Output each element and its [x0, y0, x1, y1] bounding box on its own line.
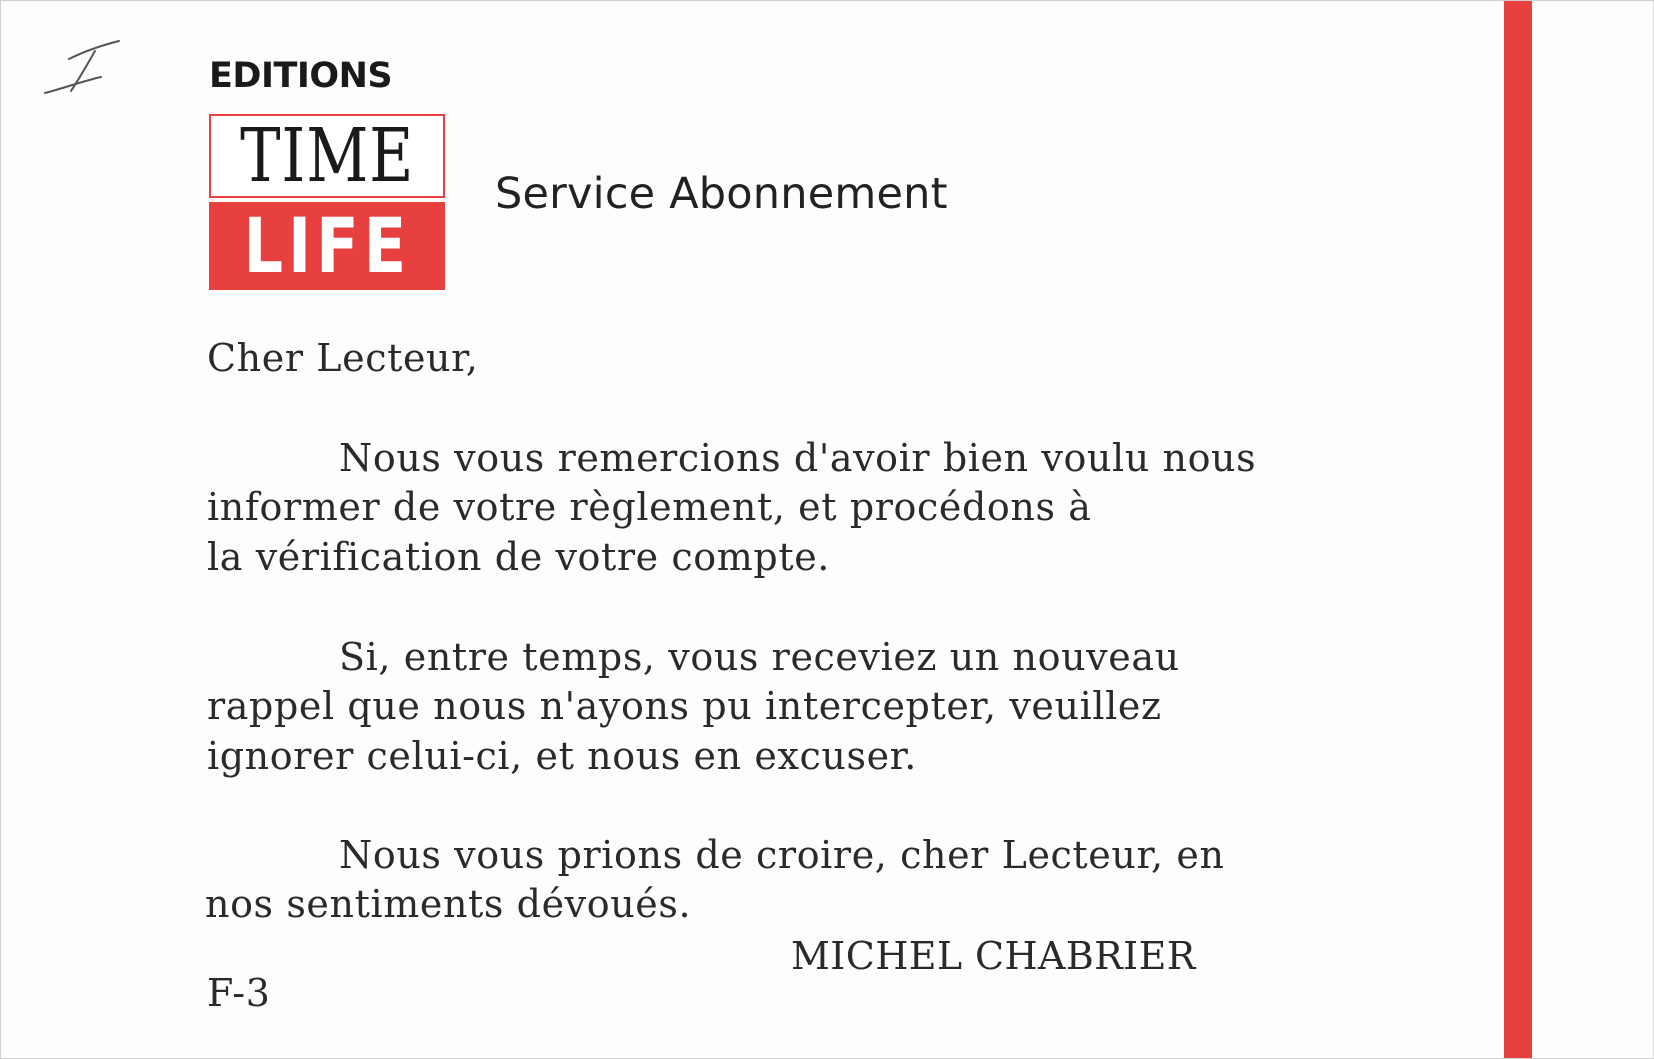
paragraph3-line1: Nous vous prions de croire, cher Lecteur, en	[339, 833, 1225, 877]
logo-time-text: TIME	[239, 113, 415, 199]
paragraph1-line2: informer de votre règlement, et procédons à	[207, 485, 1092, 529]
department-title: Service Abonnement	[495, 169, 948, 219]
reference-code: F-3	[207, 971, 271, 1015]
handwritten-mark	[41, 21, 121, 101]
greeting: Cher Lecteur,	[207, 336, 479, 380]
logo-life-text: LIFE	[243, 201, 411, 290]
logo-time-box	[209, 114, 445, 198]
paragraph2-line3: ignorer celui-ci, et nous en excuser.	[207, 734, 917, 778]
paragraph3-line2: nos sentiments dévoués.	[205, 882, 692, 926]
paragraph2-line2: rappel que nous n'ayons pu intercepter, veuillez	[207, 684, 1162, 728]
paragraph1-line3: la vérification de votre compte.	[207, 535, 830, 579]
red-margin-stripe	[1504, 1, 1532, 1059]
editions-heading: EDITIONS	[209, 56, 393, 96]
logo-life-box	[209, 202, 445, 290]
signature: MICHEL CHABRIER	[791, 934, 1196, 978]
paragraph1-line1: Nous vous remercions d'avoir bien voulu nous	[339, 436, 1257, 480]
paragraph2-line1: Si, entre temps, vous receviez un nouveau	[339, 635, 1180, 679]
